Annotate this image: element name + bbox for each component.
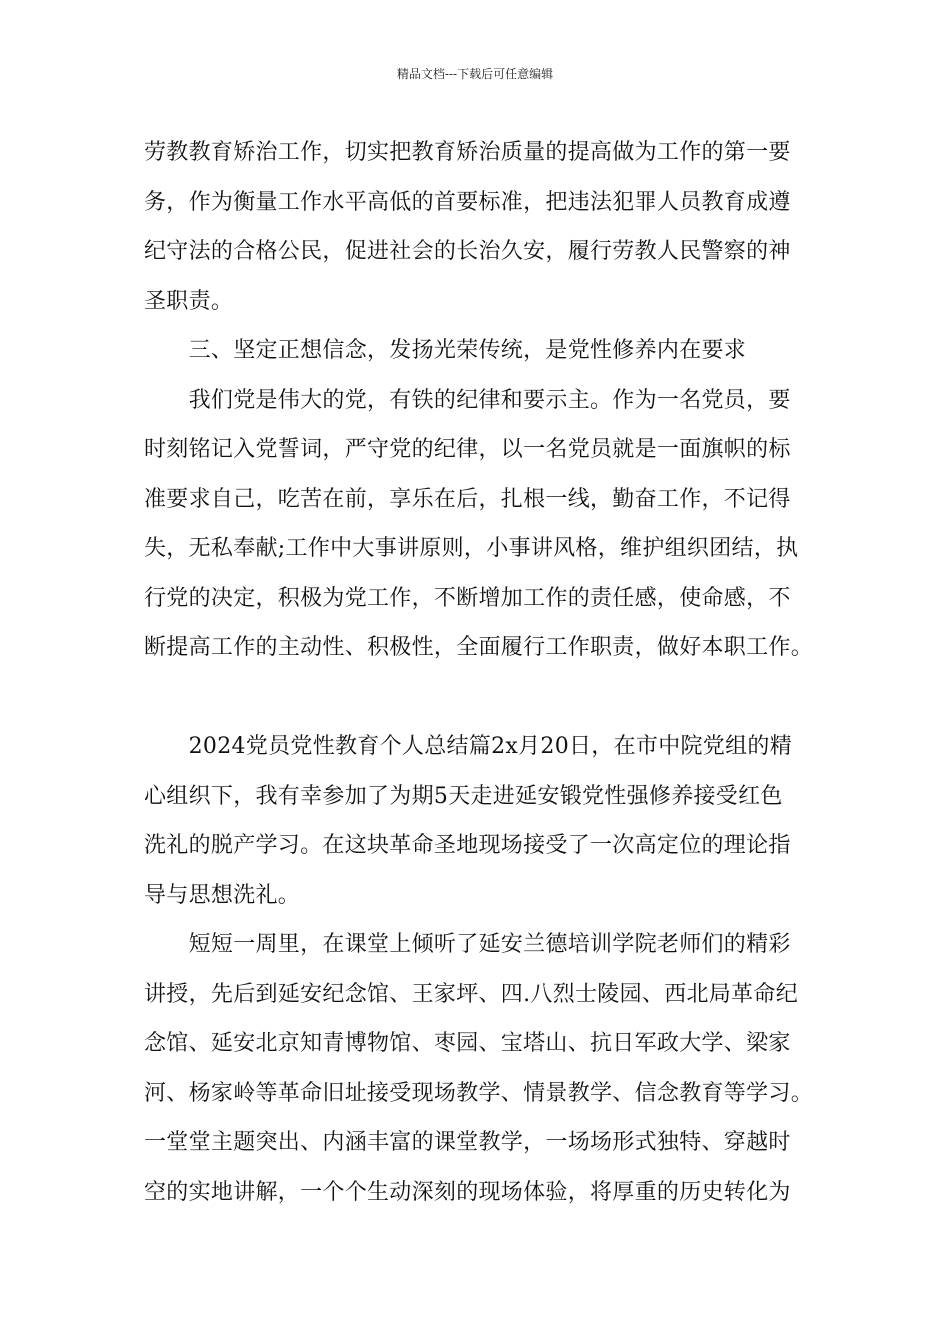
- text-line: 讲授，先后到延安纪念馆、王家坪、四.八烈士陵园、西北局革命纪: [144, 981, 798, 1007]
- blank-line: [144, 673, 814, 723]
- section-heading: 三、坚定正想信念，发扬光荣传统，是党性修养内在要求: [144, 338, 747, 363]
- text-line: 洗礼的脱产学习。在这块革命圣地现场接受了一次高定位的理论指: [144, 833, 791, 858]
- text-line: 念馆、延安北京知青博物馆、枣园、宝塔山、抗日军政大学、梁家: [144, 1031, 791, 1056]
- text-line: 失，无私奉献;工作中大事讲原则，小事讲风格，维护组织团结，执: [144, 536, 799, 561]
- text-line: 空的实地讲解，一个个生动深刻的现场体验，将厚重的历史转化为: [144, 1179, 791, 1205]
- text-line: 时刻铭记入党誓词，严守党的纪律，以一名党员就是一面旗帜的标: [144, 437, 791, 462]
- text-line: 2024党员党性教育个人总结篇2x月20日，在市中院党组的精: [144, 734, 792, 759]
- text-line: 一堂堂主题突出、内涵丰富的课堂教学，一场场形式独特、穿越时: [144, 1130, 791, 1155]
- text-line: 河、杨家岭等革命旧址接受现场教学、情景教学、信念教育等学习。: [144, 1080, 814, 1106]
- text-line: 断提高工作的主动性、积极性，全面履行工作职责，做好本职工作。: [144, 635, 814, 660]
- text-line: 劳教教育矫治工作，切实把教育矫治质量的提高做为工作的第一要: [144, 140, 791, 165]
- text-line: 心组织下，我有幸参加了为期5天走进延安锻党性强修养接受红色: [144, 783, 783, 809]
- text-line: 导与思想洗礼。: [144, 882, 301, 908]
- page-header: 精品文档---下载后可任意编辑: [396, 67, 554, 81]
- document-body: [144, 128, 814, 1217]
- text-line: 务，作为衡量工作水平高低的首要标准，把违法犯罪人员教育成遵: [144, 189, 791, 215]
- text-line: 短短一周里，在课堂上倾听了延安兰德培训学院老师们的精彩: [144, 932, 791, 957]
- text-line: 行党的决定，积极为党工作，不断增加工作的责任感，使命感，不: [144, 585, 791, 611]
- text-line: 圣职责。: [144, 288, 234, 314]
- text-line: 我们党是伟大的党，有铁的纪律和要示主。作为一名党员，要: [144, 387, 791, 413]
- text-line: 纪守法的合格公民，促进社会的长治久安，履行劳教人民警察的神: [144, 239, 791, 264]
- text-line: 准要求自己，吃苦在前，享乐在后，扎根一线，勤奋工作，不记得: [144, 486, 791, 512]
